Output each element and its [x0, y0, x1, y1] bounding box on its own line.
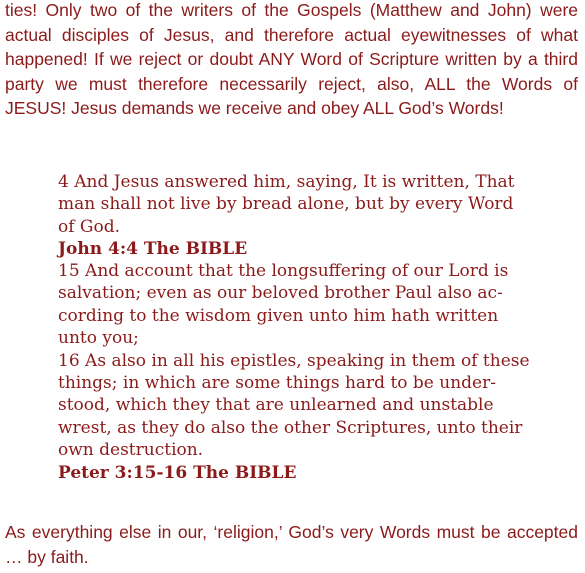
quote-line: things; in which are some things hard to be under- — [58, 373, 496, 394]
closing-paragraph: As everything else in our, ‘religion,’ God’s very Words must be accepted … by faith. — [5, 522, 578, 567]
quote-line: man shall not live by bread alone, but by every Word — [58, 194, 514, 215]
quote-line: stood, which they that are unlearned and unstable — [58, 395, 494, 416]
quote-line: unto you; — [58, 328, 139, 349]
quote-line: own destruction. — [58, 440, 204, 461]
scripture-quote-peter — [58, 260, 528, 484]
quote-line: wrest, as they do also the other Scriptures, unto their — [58, 417, 523, 438]
quote-line: salvation; even as our beloved brother Paul also ac- — [58, 283, 503, 304]
quote-line: 16 As also in all his epistles, speaking in them of these — [58, 350, 530, 371]
quote-line: cording to the wisdom given unto him hath written — [58, 305, 499, 326]
quote-reference: Peter 3:15-16 The BIBLE — [58, 462, 297, 483]
intro-paragraph: ties! Only two of the writers of the Gospels (Matthew and John) were actual disciples of Jesus, and therefore actual eyewitnesses of what happened! If we reject or doubt ANY Word of Scripture written by a third party we must therefore necessarily reject, also, ALL the Words of JESUS! Jesus demands we receive and obey ALL God’s Words! — [5, 0, 578, 118]
quote-line: 4 And Jesus answered him, saying, It is written, That — [58, 172, 515, 192]
quote-line: of God. — [58, 216, 121, 237]
quote-line: 15 And account that the longsuffering of our Lord is — [58, 261, 509, 281]
quote-reference: John 4:4 The BIBLE — [58, 239, 248, 260]
scripture-quote-john — [58, 171, 528, 261]
